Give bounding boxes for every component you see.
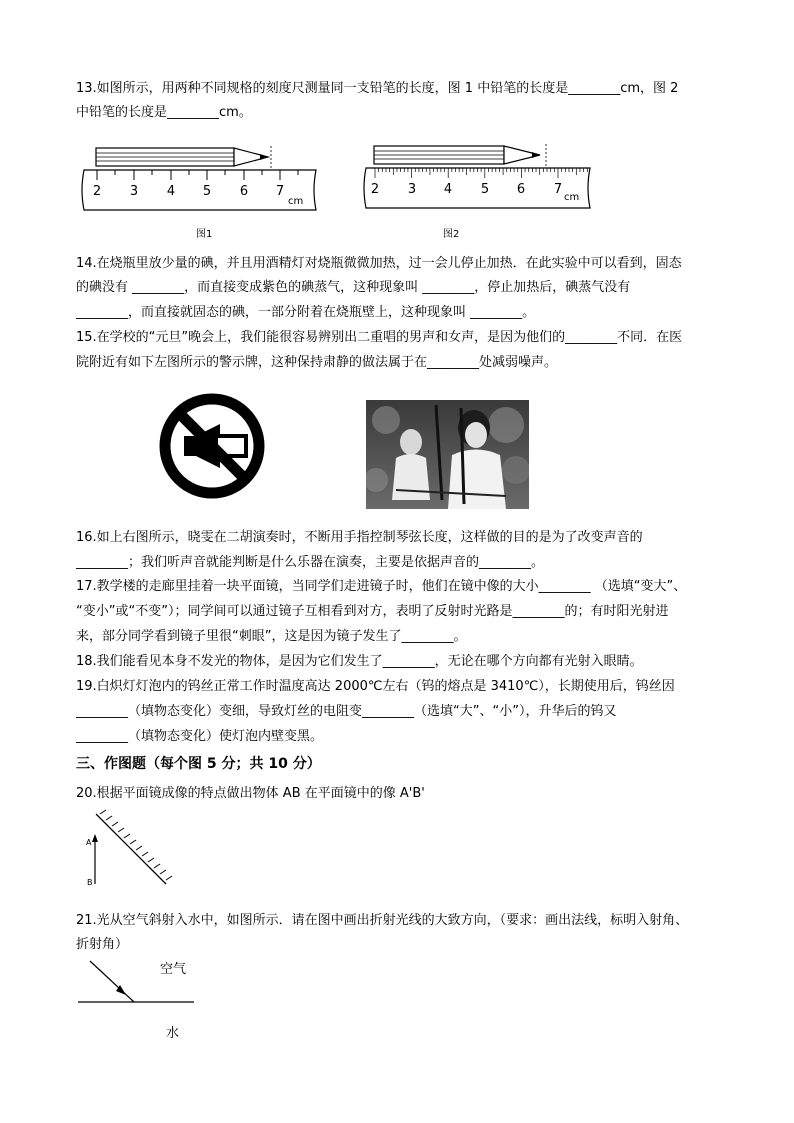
fig1-caption: 图1 — [196, 229, 213, 240]
q17-text-line3: 来，部分同学看到镜子里很“刺眼”，这是因为镜子发生了________。 — [76, 629, 467, 644]
refraction-figure — [76, 955, 206, 1045]
q13-text-line2: 中铅笔的长度是________cm。 — [76, 105, 252, 120]
q17-text-line2: “变小”或“不变”）；同学间可以通过镜子互相看到对方，表明了反射时光路是________的；有时阳光射进 — [76, 604, 669, 619]
plane-mirror-figure — [80, 808, 180, 893]
ruler2-tick-6: 6 — [516, 182, 526, 197]
q16-text-line2: ________；我们听声音就能判断是什么乐器在演奏，主要是依据声音的________。 — [76, 555, 545, 570]
ruler-figure-1 — [76, 140, 326, 215]
ruler1-tick-2: 2 — [92, 184, 102, 199]
q19-text-line2: ________（填物态变化）变细，导致灯丝的电阻变________（选填“大”、“小”），升华后的钨又 — [76, 704, 617, 719]
q13-text-line1: 13.如图所示，用两种不同规格的刻度尺测量同一支铅笔的长度，图 1 中铅笔的长度是________cm，图 2 — [76, 81, 679, 96]
q19-text-line3: ________（填物态变化）使灯泡内壁变黑。 — [76, 729, 324, 744]
label-b: B — [87, 878, 93, 887]
ruler1-tick-3: 3 — [129, 184, 139, 199]
q15-text-line2: 院附近有如下左图所示的警示牌，这种保持肃静的做法属于在________处减弱噪声。 — [76, 355, 558, 370]
fig2-caption: 图2 — [443, 229, 460, 240]
q14-text-line3: ________，而直接就固态的碘，一部分附着在烧瓶壁上，这种现象叫 ________。 — [76, 305, 536, 320]
q20-text-line1: 20.根据平面镜成像的特点做出物体 AB 在平面镜中的像 A'B' — [76, 786, 425, 801]
q21-text-line1: 21.光从空气斜射入水中，如图所示．请在图中画出折射光线的大致方向，（要求：画出法线，标明入射角、 — [76, 913, 689, 928]
ruler2-tick-3: 3 — [407, 182, 417, 197]
label-a: A — [86, 838, 92, 847]
ruler2-tick-5: 5 — [480, 182, 490, 197]
ruler1-tick-5: 5 — [202, 184, 212, 199]
q16-text-line1: 16.如上右图所示，晓雯在二胡演奏时，不断用手指控制琴弦长度，这样做的目的是为了改变声音的 — [76, 530, 643, 545]
ruler1-tick-6: 6 — [239, 184, 249, 199]
ruler-figure-2 — [358, 140, 598, 215]
no-horn-sign-icon — [158, 392, 266, 500]
ruler1-tick-4: 4 — [166, 184, 176, 199]
label-water: 水 — [166, 1026, 180, 1041]
q14-text-line1: 14.在烧瓶里放少量的碘，并且用酒精灯对烧瓶微微加热，过一会儿停止加热．在此实验中可以看到，固态 — [76, 256, 682, 271]
ruler1-unit: cm — [288, 196, 304, 207]
erhu-performance-photo — [366, 400, 529, 509]
ruler2-tick-4: 4 — [443, 182, 453, 197]
section-3-title: 三、作图题（每个图 5 分；共 10 分） — [76, 756, 321, 772]
q18-text-line1: 18.我们能看见本身不发光的物体，是因为它们发生了________，无论在哪个方向都有光射入眼睛。 — [76, 654, 643, 669]
label-air: 空气 — [160, 962, 187, 977]
q14-text-line2: 的碘没有 ________，而直接变成紫色的碘蒸气，这种现象叫 ________，停止加热后，碘蒸气没有 — [76, 280, 631, 295]
q21-text-line2: 折射角） — [76, 937, 129, 952]
ruler2-tick-2: 2 — [370, 182, 380, 197]
ruler2-unit: cm — [564, 192, 580, 203]
q17-text-line1: 17.教学楼的走廊里挂着一块平面镜，当同学们走进镜子时，他们在镜中像的大小________ （选填“变大”、 — [76, 579, 687, 594]
q15-text-line1: 15.在学校的“元旦”晚会上，我们能很容易辨别出二重唱的男声和女声，是因为他们的________不同．在医 — [76, 330, 683, 345]
ruler2-tick-7: 7 — [553, 182, 563, 197]
ruler1-tick-7: 7 — [275, 184, 285, 199]
q19-text-line1: 19.白炽灯灯泡内的钨丝正常工作时温度高达 2000℃左右（钨的熔点是 3410℃），长期使用后，钨丝因 — [76, 679, 675, 694]
